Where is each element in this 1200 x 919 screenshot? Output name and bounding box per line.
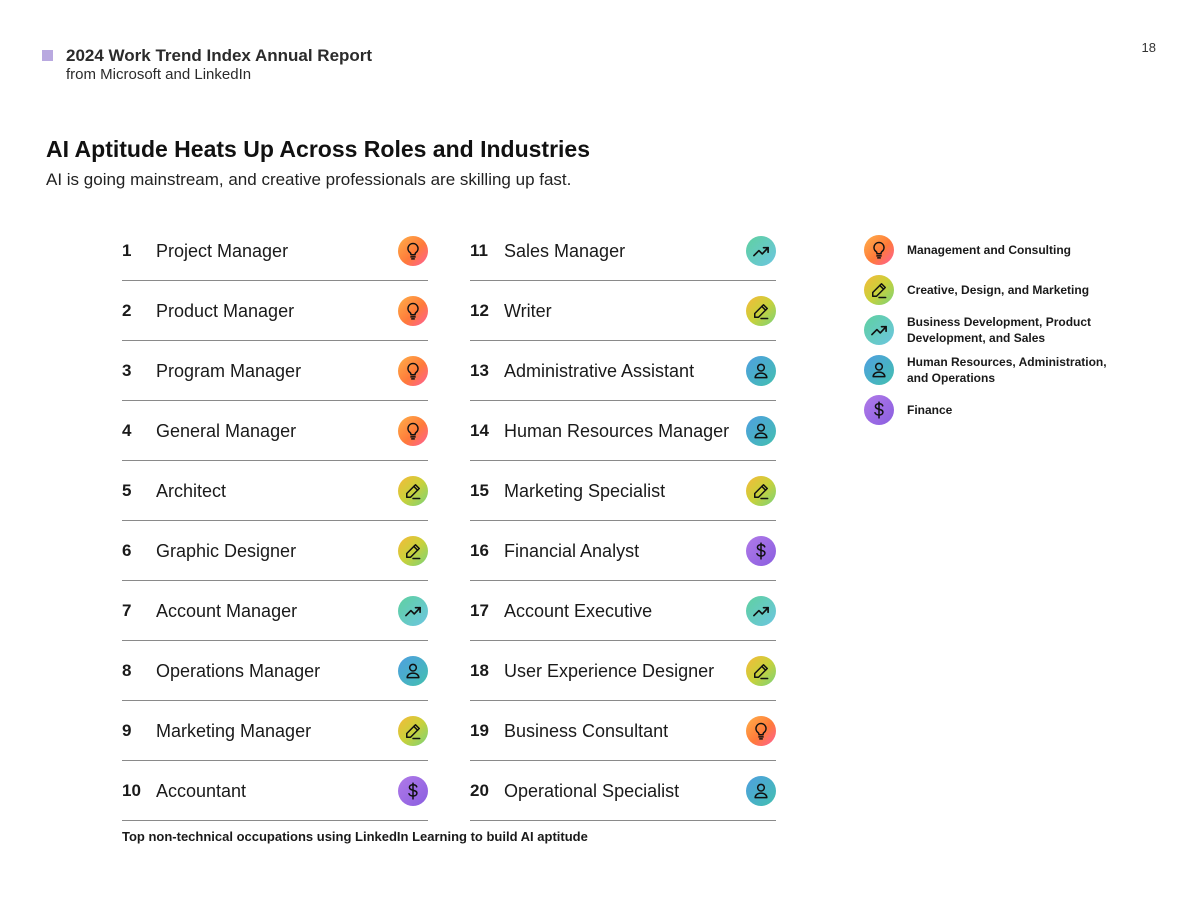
report-square-icon: [42, 50, 53, 61]
ranking-row: [470, 342, 776, 401]
rank-number: 8: [122, 661, 132, 680]
legend-label: Finance: [907, 403, 953, 417]
ranking-row: [470, 702, 776, 761]
ranking-column-left: [122, 222, 428, 822]
ranking-row: [122, 402, 428, 461]
dollar-icon: [398, 776, 428, 806]
rank-number: 12: [470, 301, 489, 320]
rank-number: 17: [470, 601, 489, 620]
ranking-row: [122, 702, 428, 761]
rank-number: 3: [122, 361, 132, 380]
role-name: Human Resources Manager: [504, 420, 730, 441]
ranking-row: [122, 462, 428, 521]
page-number: 18: [1141, 40, 1156, 55]
trending-up-icon: [864, 315, 894, 345]
trending-up-icon: [746, 236, 776, 266]
rank-number: 1: [122, 241, 132, 260]
pencil-icon: [398, 476, 428, 506]
role-name: General Manager: [156, 420, 297, 441]
ranking-row: [122, 522, 428, 581]
rank-number: 13: [470, 361, 489, 380]
rank-number: 2: [122, 301, 132, 320]
rank-number: 4: [122, 421, 132, 440]
report-title: 2024 Work Trend Index Annual Report: [66, 46, 373, 65]
lightbulb-icon: [398, 236, 428, 266]
ranking-row: [470, 282, 776, 341]
ranking-row: [470, 222, 776, 281]
trending-up-icon: [746, 596, 776, 626]
lightbulb-icon: [398, 416, 428, 446]
role-name: Business Consultant: [504, 720, 669, 741]
pencil-icon: [746, 656, 776, 686]
legend-label: Management and Consulting: [907, 243, 1072, 257]
trending-up-icon: [398, 596, 428, 626]
lightbulb-icon: [398, 356, 428, 386]
person-icon: [746, 416, 776, 446]
legend-label: Human Resources, Administration, and Operations: [907, 355, 1107, 385]
role-name: Writer: [504, 300, 552, 321]
dollar-icon: [746, 536, 776, 566]
ranking-row: [122, 342, 428, 401]
role-name: Account Executive: [504, 600, 653, 621]
chart-caption: Top non-technical occupations using LinkedIn Learning to build AI aptitude: [122, 829, 588, 844]
ranking-row: [470, 642, 776, 701]
pencil-icon: [864, 275, 894, 305]
role-name: Product Manager: [156, 300, 295, 321]
rank-number: 18: [470, 661, 489, 680]
rank-number: 15: [470, 481, 489, 500]
dollar-icon: [864, 395, 894, 425]
ranking-row: [122, 642, 428, 701]
ranking-row: [122, 762, 428, 821]
legend-label: Creative, Design, and Marketing: [907, 283, 1090, 297]
role-name: Graphic Designer: [156, 540, 297, 561]
person-icon: [746, 776, 776, 806]
rank-number: 20: [470, 781, 489, 800]
rank-number: 5: [122, 481, 132, 500]
legend-item: [864, 354, 1124, 386]
legend-item: [864, 394, 1124, 426]
ranking-row: [470, 462, 776, 521]
legend-label: Business Development, Product Development, and Sales: [907, 315, 1092, 345]
role-name: Marketing Manager: [156, 720, 312, 741]
role-name: Sales Manager: [504, 240, 626, 261]
role-name: User Experience Designer: [504, 660, 715, 681]
role-name: Administrative Assistant: [504, 360, 695, 381]
rank-number: 19: [470, 721, 489, 740]
legend-item: [864, 314, 1124, 346]
role-name: Account Manager: [156, 600, 298, 621]
rank-number: 7: [122, 601, 132, 620]
page-subtitle: AI is going mainstream, and creative professionals are skilling up fast.: [46, 170, 572, 189]
role-name: Program Manager: [156, 360, 302, 381]
person-icon: [864, 355, 894, 385]
role-name: Architect: [156, 480, 227, 501]
rank-number: 9: [122, 721, 132, 740]
ranking-row: [122, 282, 428, 341]
report-subtitle: from Microsoft and LinkedIn: [66, 66, 252, 83]
lightbulb-icon: [864, 235, 894, 265]
rank-number: 16: [470, 541, 489, 560]
ranking-row: [122, 222, 428, 281]
role-name: Financial Analyst: [504, 540, 640, 561]
pencil-icon: [398, 536, 428, 566]
pencil-icon: [746, 476, 776, 506]
ranking-row: [122, 582, 428, 641]
pencil-icon: [398, 716, 428, 746]
ranking-column-right: [470, 222, 776, 822]
role-name: Operations Manager: [156, 660, 321, 681]
rank-number: 6: [122, 541, 132, 560]
role-name: Accountant: [156, 780, 247, 801]
rank-number: 14: [470, 421, 489, 440]
legend-item: [864, 274, 1124, 306]
legend-item: [864, 234, 1124, 266]
rank-number: 10: [122, 781, 141, 800]
person-icon: [746, 356, 776, 386]
lightbulb-icon: [746, 716, 776, 746]
person-icon: [398, 656, 428, 686]
page-title: AI Aptitude Heats Up Across Roles and Industries: [46, 136, 591, 162]
pencil-icon: [746, 296, 776, 326]
rank-number: 11: [470, 241, 488, 260]
ranking-row: [470, 522, 776, 581]
role-name: Operational Specialist: [504, 780, 680, 801]
role-name: Project Manager: [156, 240, 289, 261]
category-legend: [864, 234, 1124, 434]
ranking-row: [470, 582, 776, 641]
ranking-row: [470, 402, 776, 461]
role-name: Marketing Specialist: [504, 480, 666, 501]
lightbulb-icon: [398, 296, 428, 326]
ranking-row: [470, 762, 776, 821]
